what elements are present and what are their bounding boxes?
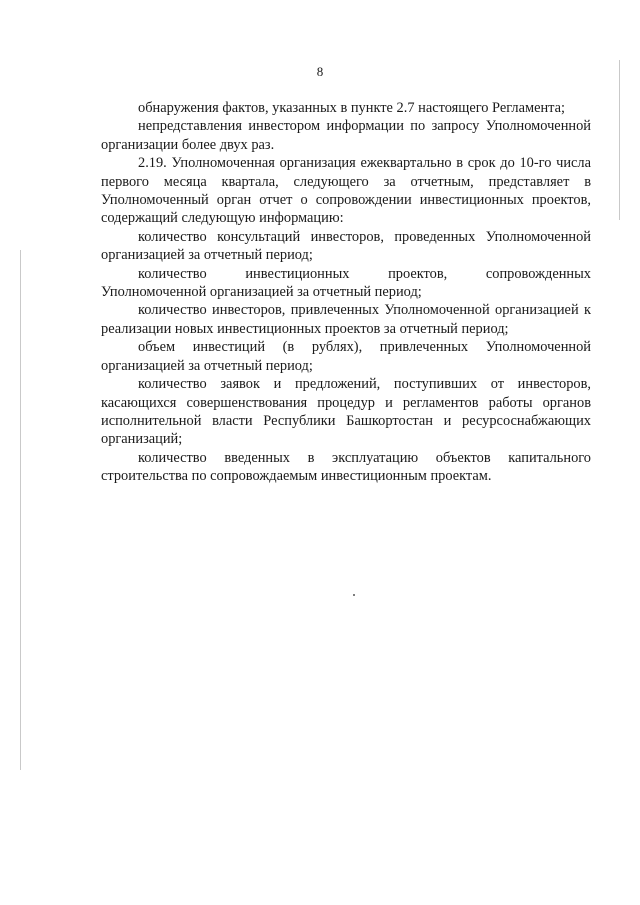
paragraph: непредставления инвестором информации по запросу Уполномоченной организации более двух раз. xyxy=(101,118,591,153)
paragraph: обнаружения фактов, указанных в пункте 2.7 настоящего Регламента; xyxy=(138,100,566,116)
paragraph: количество консультаций инвесторов, проведенных Уполномоченной организацией за отчетный период; xyxy=(101,228,591,264)
scan-edge-line xyxy=(20,250,21,770)
document-body xyxy=(101,99,591,486)
paragraph: 2.19. Уполномоченная организация ежеквартально в срок до 10-го числа первого месяца квартала, следующего за отчетным, представляет в Уполномоченный орган отчет о сопровождении инвестиционных проектов, содержащий следующую информацию: xyxy=(101,155,591,227)
page-number: 8 xyxy=(316,64,324,79)
scan-edge-line xyxy=(619,60,620,220)
paragraph: количество введенных в эксплуатацию объектов капитального строительства по сопровождаемым инвестиционным проектам. xyxy=(101,449,591,485)
scan-artifact xyxy=(353,594,355,596)
paragraph: количество инвесторов, привлеченных Уполномоченной организацией к реализации новых инвестиционных проектов за отчетный период; xyxy=(101,302,591,337)
paragraph: объем инвестиций (в рублях), привлеченных Уполномоченной организацией за отчетный период; xyxy=(101,339,591,374)
paragraph: количество инвестиционных проектов, сопровожденных Уполномоченной организацией за отчетный период; xyxy=(101,265,591,301)
paragraph: количество заявок и предложений, поступивших от инвесторов, касающихся совершенствования процедур и регламентов работы органов исполнительной власти Республики Башкортостан и ресурсоснабжающих организаций; xyxy=(101,376,591,448)
